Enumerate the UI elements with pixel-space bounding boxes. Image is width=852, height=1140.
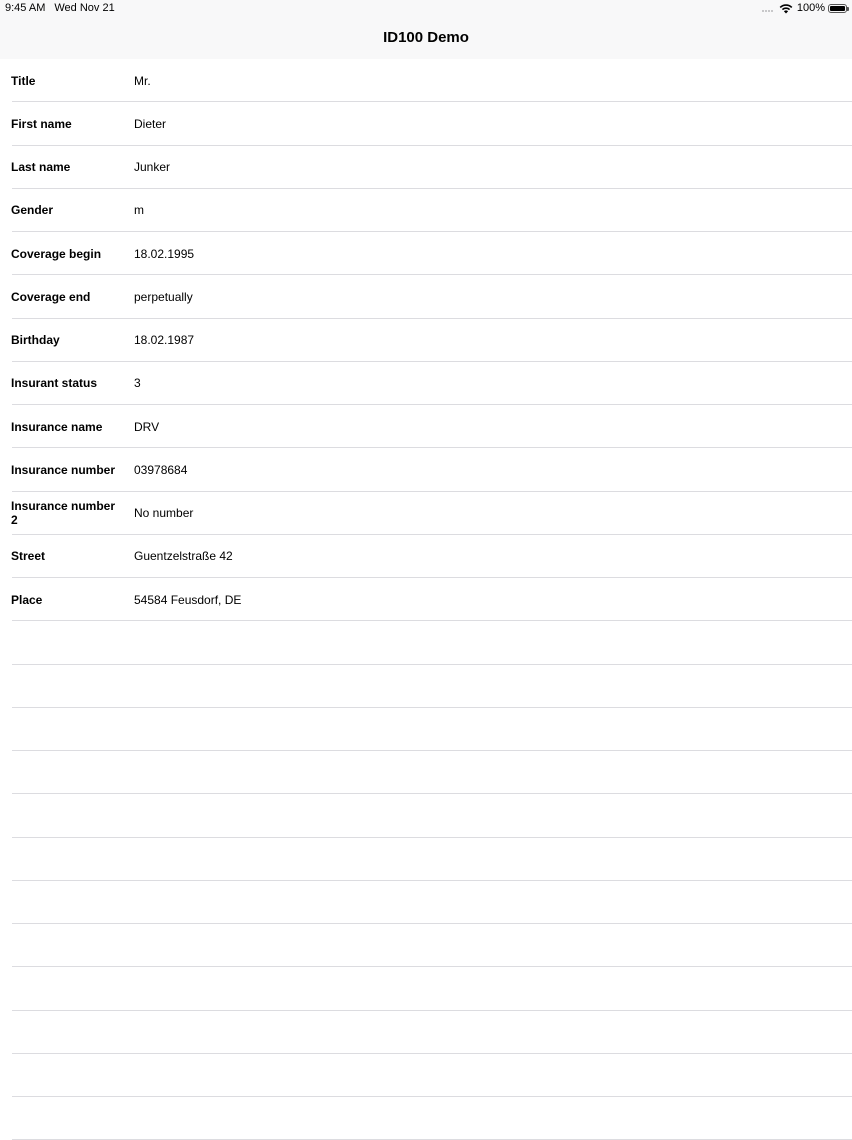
table-row[interactable] <box>0 492 852 535</box>
signal-dots-icon <box>762 5 773 12</box>
battery-icon <box>828 4 847 13</box>
table-row[interactable] <box>0 448 852 491</box>
row-label: Coverage begin <box>11 246 102 261</box>
row-label: Gender <box>11 203 54 218</box>
row-value: DRV <box>134 419 160 434</box>
row-value: m <box>134 203 144 218</box>
table-row[interactable] <box>0 189 852 232</box>
row-value: Dieter <box>134 116 167 131</box>
table-row[interactable] <box>0 275 852 318</box>
row-value: 18.02.1995 <box>134 246 195 261</box>
status-bar <box>0 0 852 16</box>
empty-table-row <box>0 751 852 794</box>
empty-table-row <box>0 967 852 1010</box>
row-label: Birthday <box>11 333 60 348</box>
row-value: 3 <box>134 376 141 391</box>
empty-table-row <box>0 1097 852 1140</box>
row-value: Mr. <box>134 73 151 88</box>
empty-table-row <box>0 665 852 708</box>
battery-percent: 100% <box>796 2 825 14</box>
row-label: Title <box>11 73 36 88</box>
table-row[interactable] <box>0 319 852 362</box>
table-row[interactable] <box>0 535 852 578</box>
row-value: 03978684 <box>134 462 188 477</box>
row-value: Junker <box>134 160 171 175</box>
row-value: Guentzelstraße 42 <box>134 549 233 564</box>
status-time: 9:45 AM <box>5 2 46 14</box>
row-value: No number <box>134 506 194 521</box>
empty-table-row <box>0 924 852 967</box>
row-label: Insurant status <box>11 376 98 391</box>
empty-table-row <box>0 1054 852 1097</box>
table-row[interactable] <box>0 146 852 189</box>
empty-table-row <box>0 708 852 751</box>
row-value: perpetually <box>134 289 193 304</box>
empty-table-row <box>0 881 852 924</box>
row-label: First name <box>11 116 72 131</box>
status-date: Wed Nov 21 <box>54 2 115 14</box>
row-label: Place <box>11 592 43 607</box>
empty-table-row <box>0 838 852 881</box>
row-label: Insurance number 2 <box>11 499 116 528</box>
row-label: Insurance number <box>11 462 116 477</box>
navigation-bar <box>0 16 852 59</box>
row-label: Insurance name <box>11 419 103 434</box>
empty-table-row <box>0 794 852 837</box>
status-time-date <box>5 0 124 16</box>
table-row[interactable] <box>0 362 852 405</box>
row-value: 18.02.1987 <box>134 333 195 348</box>
table-row[interactable] <box>0 59 852 102</box>
empty-table-row <box>0 1011 852 1054</box>
row-label: Last name <box>11 160 71 175</box>
status-indicators <box>762 0 847 16</box>
row-label: Coverage end <box>11 289 91 304</box>
wifi-icon <box>779 3 793 14</box>
row-label: Street <box>11 549 46 564</box>
table-row[interactable] <box>0 405 852 448</box>
table-row[interactable] <box>0 578 852 621</box>
empty-table-row <box>0 621 852 664</box>
table-row[interactable] <box>0 102 852 145</box>
row-value: 54584 Feusdorf, DE <box>134 592 242 607</box>
page-title: ID100 Demo <box>383 29 469 46</box>
details-table[interactable] <box>0 59 852 1140</box>
table-row[interactable] <box>0 232 852 275</box>
